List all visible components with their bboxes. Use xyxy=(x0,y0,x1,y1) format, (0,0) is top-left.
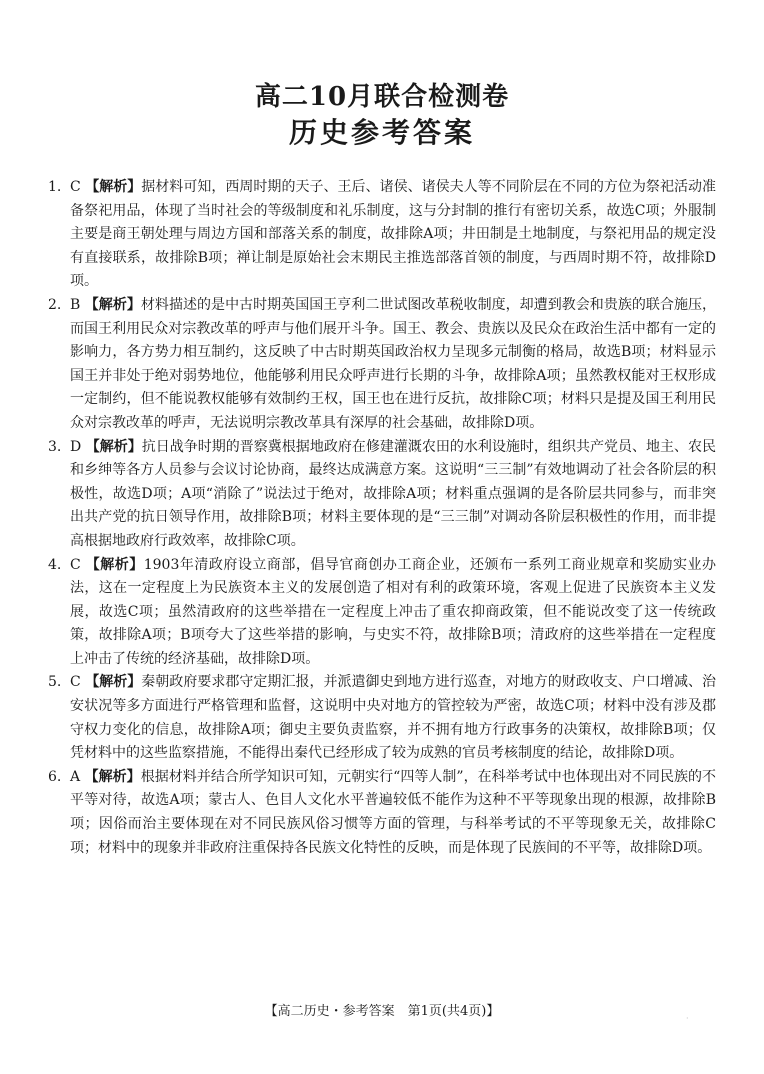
answer-number: 2. xyxy=(48,296,62,313)
answer-number: 1. xyxy=(48,179,62,195)
document-subtitle: 历史参考答案 xyxy=(288,116,475,149)
answer-option: A xyxy=(70,768,81,785)
answer-text: 据材料可知，西周时期的天子、王后、诸侯、诸侯夫人等不同阶层在不同的方位为祭祀活动准备祭祀用品，体现了当时社会的等级制度和礼乐制度，这与分封制的推行有密切关系，故选C项；外服制主要是商王朝处理与周边方国和部落关系的制度，故排除A项；井田制是土地制度，与祭祀用品的规定没有直接联系，故排除B项；禅让制是原始社会末期民主推选部落首领的制度，与西周时期不符，故排除D项。 xyxy=(70,179,716,290)
analysis-tag: 【解析】 xyxy=(85,674,142,691)
analysis-tag: 【解析】 xyxy=(84,296,141,313)
answer-text: 根据材料并结合所学知识可知，元朝实行“四等人制”，在科举考试中也体现出对不同民族的不平等对待，故选A项；蒙古人、色目人文化水平普遍较低不能作为这种不平等现象出现的根源，故排除B项；因俗而治主要体现在对不同民族风俗习惯等方面的管理，与科举考试的不平等现象无关，故排除C项；材料中的现象并非政府注重保持各民族文化特性的反映，而是体现了民族间的不平等，故排除D项。 xyxy=(70,768,717,856)
answer-item-2 xyxy=(48,294,716,436)
page-footer: 【高二历史・参考答案 第1页(共4页)】 xyxy=(264,1004,500,1019)
answer-number: 5. xyxy=(48,674,62,691)
analysis-tag: 【解析】 xyxy=(85,438,142,455)
document-title: 高二10月联合检测卷 xyxy=(254,82,510,112)
answer-item-4 xyxy=(48,554,716,672)
answer-option: D xyxy=(70,438,82,455)
analysis-tag: 【解析】 xyxy=(84,768,141,785)
answer-option: C xyxy=(70,179,81,195)
analysis-tag: 【解析】 xyxy=(85,556,144,573)
answer-item-5 xyxy=(48,671,716,765)
answer-item-6 xyxy=(48,766,716,860)
answer-list xyxy=(48,176,716,860)
answer-text: 材料描述的是中古时期英国国王亨利二世试图改革税收制度，却遭到教会和贵族的联合施压，而国王利用民众对宗教改革的呼声与他们展开斗争。国王、教会、贵族以及民众在政治生活中都有一定的影响力，各方势力相互制约，这反映了中古时期英国政治权力呈现多元制衡的格局，故选B项；材料显示国王并非处于绝对弱势地位，他能够利用民众呼声进行长期的斗争，故排除A项；虽然教权能对王权形成一定制约，但不能说教权能够有效制约王权，国王也在进行反抗，故排除C项；材料只是提及国王利用民众对宗教改革的呼声，无法说明宗教改革具有深厚的社会基础，故排除D项。 xyxy=(70,296,717,431)
page-mark: · xyxy=(686,1014,689,1023)
answer-number: 6. xyxy=(48,768,62,785)
answer-option: C xyxy=(70,674,81,691)
answer-number: 4. xyxy=(48,556,62,573)
answer-item-3 xyxy=(48,436,716,554)
answer-text: 抗日战争时期的晋察冀根据地政府在修建灌溉农田的水利设施时，组织共产党员、地主、农民和乡绅等各方人员参与会议讨论协商，最终达成满意方案。这说明“三三制”有效地调动了社会各阶层的积极性，故选D项；A项“消除了”说法过于绝对，故排除A项；材料重点强调的是各阶层共同参与，而非突出共产党的抗日领导作用，故排除B项；材料主要体现的是“三三制”对调动各阶层积极性的作用，而非提高根据地政府行政效率，故排除C项。 xyxy=(70,438,717,549)
answer-number: 3. xyxy=(48,438,62,455)
answer-text: 1903年清政府设立商部，倡导官商创办工商企业，还颁布一系列工商业规章和奖励实业办法，这在一定程度上为民族资本主义的发展创造了相对有利的政策环境，客观上促进了民族资本主义发展，故选C项；虽然清政府的这些举措在一定程度上冲击了重农抑商政策，但不能说改变了这一传统政策，故排除A项；B项夸大了这些举措的影响，与史实不符，故排除B项；清政府的这些举措在一定程度上冲击了传统的经济基础，故排除D项。 xyxy=(70,556,717,667)
answer-text: 秦朝政府要求郡守定期汇报，并派遣御史到地方进行巡查，对地方的财政收支、户口增减、治安状况等多方面进行严格管理和监督，这说明中央对地方的管控较为严密，故选C项；材料中没有涉及郡守权力变化的信息，故排除A项；御史主要负责监察，并不拥有地方行政事务的决策权，故排除B项；仅凭材料中的这些监察措施，不能得出秦代已经形成了较为成熟的官员考核制度的结论，故排除D项。 xyxy=(70,674,716,762)
answer-option: B xyxy=(70,296,81,313)
answer-option: C xyxy=(70,556,81,573)
answer-item-1 xyxy=(48,176,716,294)
analysis-tag: 【解析】 xyxy=(85,179,142,195)
